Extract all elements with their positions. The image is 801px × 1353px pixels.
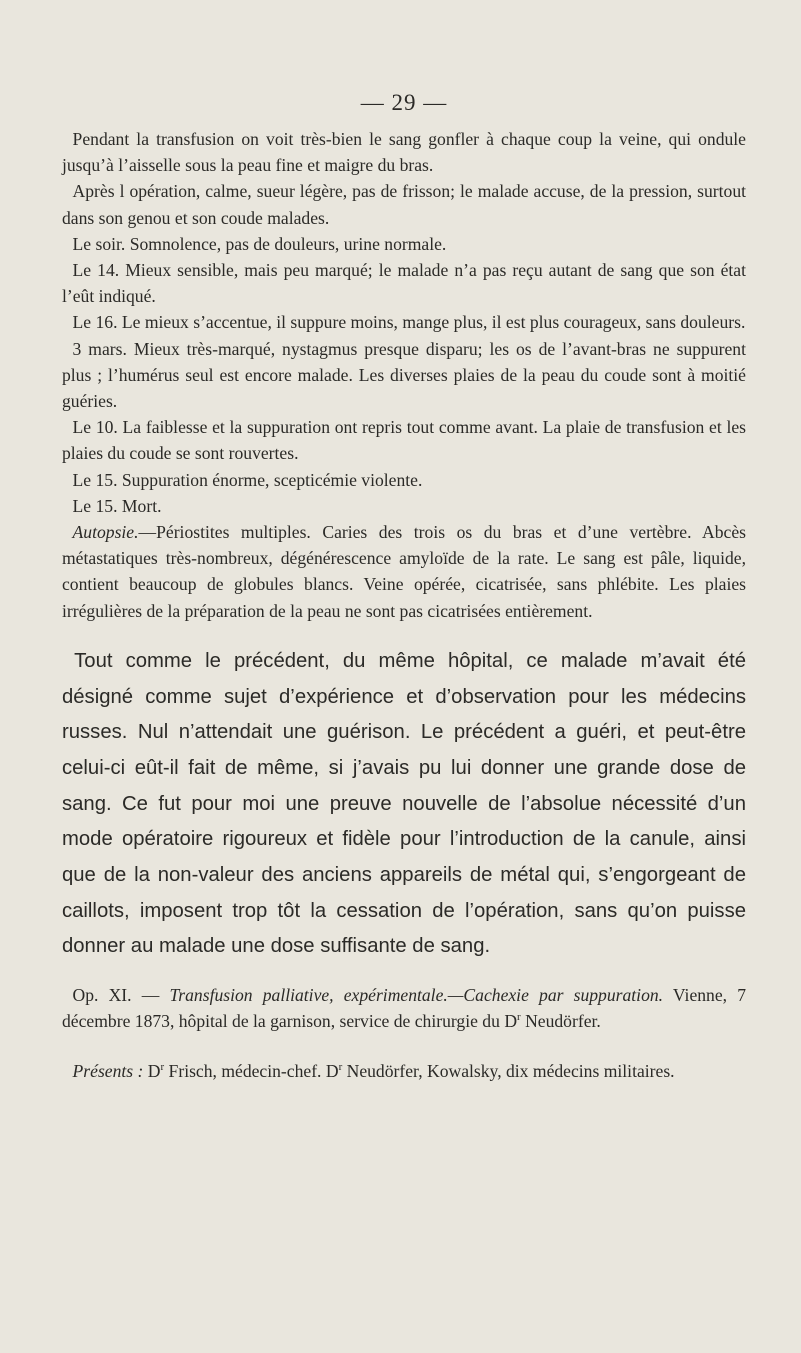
paragraph-day-15-suppuration: Le 15. Suppuration énorme, scepticémie violente. (72, 469, 423, 490)
paragraph-march-3: 3 mars. Mieux très-marqué, nystagmus presque disparu; les os de l’avant-bras ne suppurent plus ; l’humérus seul est encore malade. Les diverses plaies de la peau du coude sont à moitié guéries. (62, 338, 746, 412)
presents-part1: Frisch, médecin-chef. (164, 1061, 326, 1082)
case-notes (62, 126, 746, 624)
commentary-paragraph: Tout comme le précédent, du même hôpital, ce malade m’avait été désigné comme sujet d’expérience et d’observation pour les médecins russes. Nul n’attendait une guérison. Le précédent a guéri, et peut-être celui-ci eût-il fait de même, si j’avais pu lui donner une grande dose de sang. Ce fut pour moi une preuve nouvelle de l’absolue nécessité d’un mode opératoire rigoureux et fidèle pour l’introduction de la canule, ainsi que de la non-valeur des anciens appareils de métal qui, s’engorgeant de caillots, imposent trop tôt la cessation de l’opération, sans qu’on puisse donner au malade une dose suffisante de sang. (62, 649, 746, 958)
page-number: — 29 — (360, 90, 448, 115)
presents-dr2-abbrev: D (325, 1061, 339, 1082)
commentary (62, 644, 746, 965)
paragraph-after-operation: Après l opération, calme, sueur légère, pas de frisson; le malade accuse, de la pression, surtout dans son genou et son coude malades. (62, 181, 746, 228)
presents-dr2-sup: r (338, 1061, 343, 1074)
autopsy-text: —Périostites multiples. Caries des trois os du bras et d’une vertèbre. Abcès métastatiques très-nombreux, dégénérescence amyloïde de la rate. Le sang est pâle, liquide, contient beaucoup de globules blancs. Veine opérée, cicatrisée, sans phlébite. Les plaies irrégulières de la préparation de la peau ne sont pas cicatrisées entièrement. (62, 522, 746, 621)
operation-title: Transfusion palliative, expérimentale.—Cachexie par suppuration. (169, 985, 664, 1006)
operation-details: Vienne, 7 décembre 1873, hôpital de la garnison, service de chirurgie du (62, 985, 747, 1032)
presents-paragraph (62, 1058, 746, 1084)
paragraph-transfusion: Pendant la transfusion on voit très-bien le sang gonfler à chaque coup la veine, qui ondule jusqu’à l’aisselle sous la peau fine et maigre du bras. (62, 129, 746, 176)
operation-header (62, 982, 746, 1084)
paragraph-day-16: Le 16. Le mieux s’accentue, il suppure moins, mange plus, il est plus courageux, sans douleurs. (72, 312, 746, 333)
paragraph-day-14: Le 14. Mieux sensible, mais peu marqué; le malade n’a pas reçu autant de sang que son état l’eût indiqué. (62, 260, 746, 307)
paragraph-evening: Le soir. Somnolence, pas de douleurs, urine normale. (72, 233, 447, 254)
operation-number: Op. XI. — (72, 985, 170, 1006)
operation-surgeon: Neudörfer. (520, 1011, 601, 1032)
paragraph-day-15-death: Le 15. Mort. (72, 495, 162, 516)
operation-paragraph (62, 982, 746, 1034)
presents-label: Présents : (72, 1061, 144, 1082)
presents-dr1-abbrev: D (143, 1061, 161, 1082)
paragraph-autopsy (62, 519, 746, 624)
paragraph-day-10: Le 10. La faiblesse et la suppuration ont repris tout comme avant. La plaie de transfusion et les plaies du coude se sont rouvertes. (62, 417, 746, 464)
operation-dr-sup: r (517, 1011, 521, 1024)
presents-dr1-sup: r (160, 1061, 165, 1074)
autopsy-label: Autopsie. (72, 522, 139, 543)
operation-dr-abbrev: D (504, 1011, 518, 1032)
presents-part2: Neudörfer, Kowalsky, dix médecins militaires. (342, 1061, 675, 1082)
